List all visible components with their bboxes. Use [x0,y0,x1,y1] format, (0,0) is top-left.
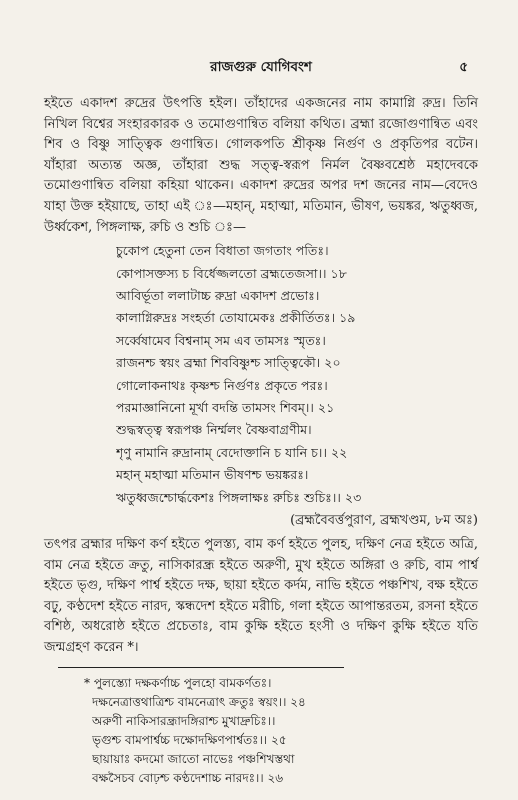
body-paragraph-2: তৎপর ব্রহ্মার দক্ষিণ কর্ণ হইতে পুলস্ত্য, বাম কর্ণ হইতে পুলহ, দক্ষিণ নেত্র হইতে অত্রি, বাম নেত্র হইতে ক্রতু, নাসিকারন্ধ্র হইতে অরুণী, মুখ হইতে অঙ্গিরা ও রুচি, বাম পার্শ্ব হইতে ভৃগু, দক্ষিণ পার্শ্ব হইতে দক্ষ, ছায়া হইতে কর্দম, নাভি হইতে পঞ্চশিখ, বক্ষ হইতে বঢ়ু, কণ্ঠদেশ হইতে নারদ, স্কন্ধদেশ হইতে মরীচি, গলা হইতে আপান্তরতম, রসনা হইতে বশিষ্ঠ, অধরোষ্ঠ হইতে প্রচেতাঃ, বাম কুক্ষি হইতে হংসী ও দক্ষিণ কুক্ষি হইতে যতি জন্মগ্রহণ করেন *। [44,537,478,655]
sanskrit-verses [44,240,478,509]
footnote-line: ভৃগুশ্চ বামপার্শ্বচ্চ দক্ষোদক্ষিণপার্শ্বতঃ।। ২৫ [92,732,287,747]
verse-line: গোলোকনাথঃ কৃষ্ণশ্চ নির্গুণঃ প্রকৃতে পরঃ। [116,377,328,393]
running-title: রাজগুরু যোগিবংশ [210,59,312,75]
verse-line: চুকোপ হেতুনা তেন বিধাতা জগতাং পতিঃ। [116,243,329,259]
verse-line: ঋতুধ্বজশ্চোর্দ্ধকেশঃ পিঙ্গলাক্ষঃ রুচিঃ শুচিঃ।। ২৩ [116,489,362,505]
verse-line: পরমাজ্ঞানিনো মূর্খা বদন্তি তামসং শিবম্।। ২১ [116,400,335,415]
footnote-line: ছায়ায়াঃ কদমো জাতো নাভেঃ পঞ্চশিখস্তথা [92,751,295,766]
verse-line: আবির্ভূতা ললাটাচ্চ রুদ্রা একাদশ প্রভোঃ। [116,287,320,303]
verse-line: সর্ব্বেষামেব বিশ্বনাম্ সম এব তামসঃ স্মৃতঃ। [116,332,326,348]
page-header [44,56,478,80]
verse-line: কোপাসক্তস্য চ বির্ধেজ্জলতো ব্রহ্মতেজসা।। ১৮ [116,265,347,281]
footnote-divider [58,667,344,668]
verse-line: কালাগ্নিরুদ্রঃ সংহর্তা তোযামেকঃ প্রকীর্তিতঃ। ১৯ [116,310,356,326]
verse-source-citation: (ব্রহ্মবৈবর্ত্তপুরাণ, ব্রহ্মখণ্ডম, ৮ম অঃ) [290,513,478,529]
footnote-line: দক্ষনেত্রাত্তথাত্রিশ্চ বামনেত্রাৎ ক্রতুঃ স্বয়ং।। ২৪ [92,694,306,709]
verse-line: রাজনশ্চ স্বয়ং ব্রহ্মা শিববিষ্ণুশ্চ সাত্ত্বিকৌ। ২০ [116,355,341,371]
page-number: ৫ [459,59,468,75]
verse-line: শুদ্ধস্বত্ত্ব স্বরূপঞ্চ নির্ম্মলং বৈষ্ণবাগ্রণীম। [116,422,312,438]
footnote [44,674,478,788]
footnote-line: বক্ষসৈচব বোঢ়শ্চ কণ্ঠদেশাচ্চ নারদঃ।। ২৬ [92,770,284,785]
footnote-line: অরুণী নাকিসারন্ধ্রাদঙ্গিরাশ্চ মুখাদ্রুচিঃ।। [92,713,276,728]
verse-line: মহান্ মহাত্মা মতিমান ভীষণশ্চ ভয়ঙ্করঃ। [116,467,309,483]
verse-line: শৃণু নামানি রুদ্রানাম্ বেদোক্তানি চ যানি চ।। ২২ [116,444,348,460]
body-paragraph-1: হইতে একাদশ রুদ্রের উৎপত্তি হইল। তাঁহাদের একজনের নাম কামাগ্নি রুদ্র। তিনি নিখিল বিশ্বের সংহারকারক ও তমোগুণান্বিত বলিয়া কথিত। ব্রহ্মা রজোগুণান্বিত এবং শিব ও বিষ্ণু সাত্ত্বিক গুণান্বিত। গোলকপতি শ্রীকৃষ্ণ নির্গুণ ও প্রকৃতিপর বটেন। যাঁহারা অত্যন্ত অজ্ঞ, তাঁহারা শুদ্ধ সত্ত্ব-স্বরূপ নির্মল বৈষ্ণবশ্রেষ্ঠ মহাদেবকে তমোগুণান্বিত বলিয়া কহিয়া থাকেন। একাদশ রুদ্রের অপর দশ জনের নাম—বেদেও যাহা উক্ত হইয়াছে, তাহা এই ঃ—মহান্, মহাত্মা, মতিমান, ভীষণ, ভয়ঙ্কর, ঋতুধ্বজ, উর্ধ্বকেশ, পিঙ্গলাক্ষ, রুচি ও শুচি ঃ— [44,96,478,235]
footnote-line: * পুলস্ত্যো দক্ষকর্ণাচ্চ পুলহো বামকর্ণতঃ। [84,675,272,690]
